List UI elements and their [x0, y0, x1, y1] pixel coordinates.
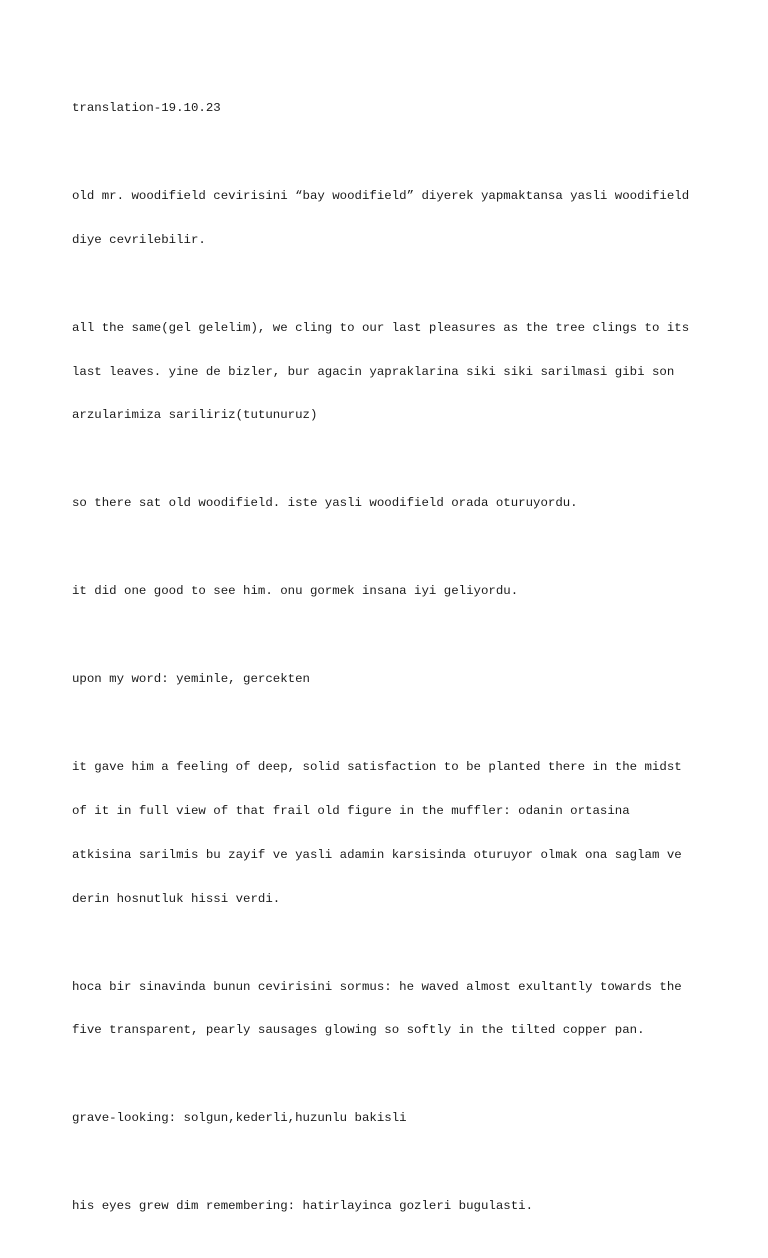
text-line: all the same(gel gelelim), we cling to our last pleasures as the tree clings to its	[72, 320, 690, 335]
text-line: of it in full view of that frail old figure in the muffler: odanin ortasina	[72, 804, 630, 819]
paragraph	[72, 160, 702, 277]
document-title	[72, 72, 702, 145]
text-line: upon my word: yeminle, gercekten	[72, 672, 310, 687]
text-line: derin hosnutluk hissi verdi.	[72, 891, 281, 906]
text-line: hoca bir sinavinda bunun cevirisini sormus: he waved almost exultantly towards the	[72, 979, 682, 994]
text-line: it did one good to see him. onu gormek insana iyi geliyordu.	[72, 584, 519, 599]
paragraph	[72, 1082, 702, 1155]
paragraph	[72, 950, 702, 1067]
paragraph	[72, 292, 702, 453]
text-line: old mr. woodifield cevirisini “bay woodifield” diyerek yapmaktansa yasli woodifield	[72, 189, 690, 204]
text-line: last leaves. yine de bizler, bur agacin yapraklarina siki siki sarilmasi gibi son	[72, 364, 675, 379]
title-line: translation-19.10.23	[72, 101, 221, 116]
text-line: five transparent, pearly sausages glowing so softly in the tilted copper pan.	[72, 1023, 645, 1038]
document-body	[72, 72, 702, 1258]
text-line: arzularimiza sariliriz(tutunuruz)	[72, 408, 318, 423]
text-line: atkisina sarilmis bu zayif ve yasli adamin karsisinda oturuyor olmak ona saglam ve	[72, 847, 682, 862]
paragraph	[72, 467, 702, 540]
text-line: his eyes grew dim remembering: hatirlayinca gozleri bugulasti.	[72, 1199, 534, 1214]
text-line: it gave him a feeling of deep, solid satisfaction to be planted there in the midst	[72, 760, 682, 775]
paragraph	[72, 555, 702, 628]
text-line: diye cevrilebilir.	[72, 232, 206, 247]
paragraph	[72, 1170, 702, 1243]
text-line: grave-looking: solgun,kederli,huzunlu bakisli	[72, 1111, 407, 1126]
paragraph	[72, 643, 702, 716]
text-line: so there sat old woodifield. iste yasli woodifield orada oturuyordu.	[72, 496, 578, 511]
paragraph	[72, 731, 702, 935]
